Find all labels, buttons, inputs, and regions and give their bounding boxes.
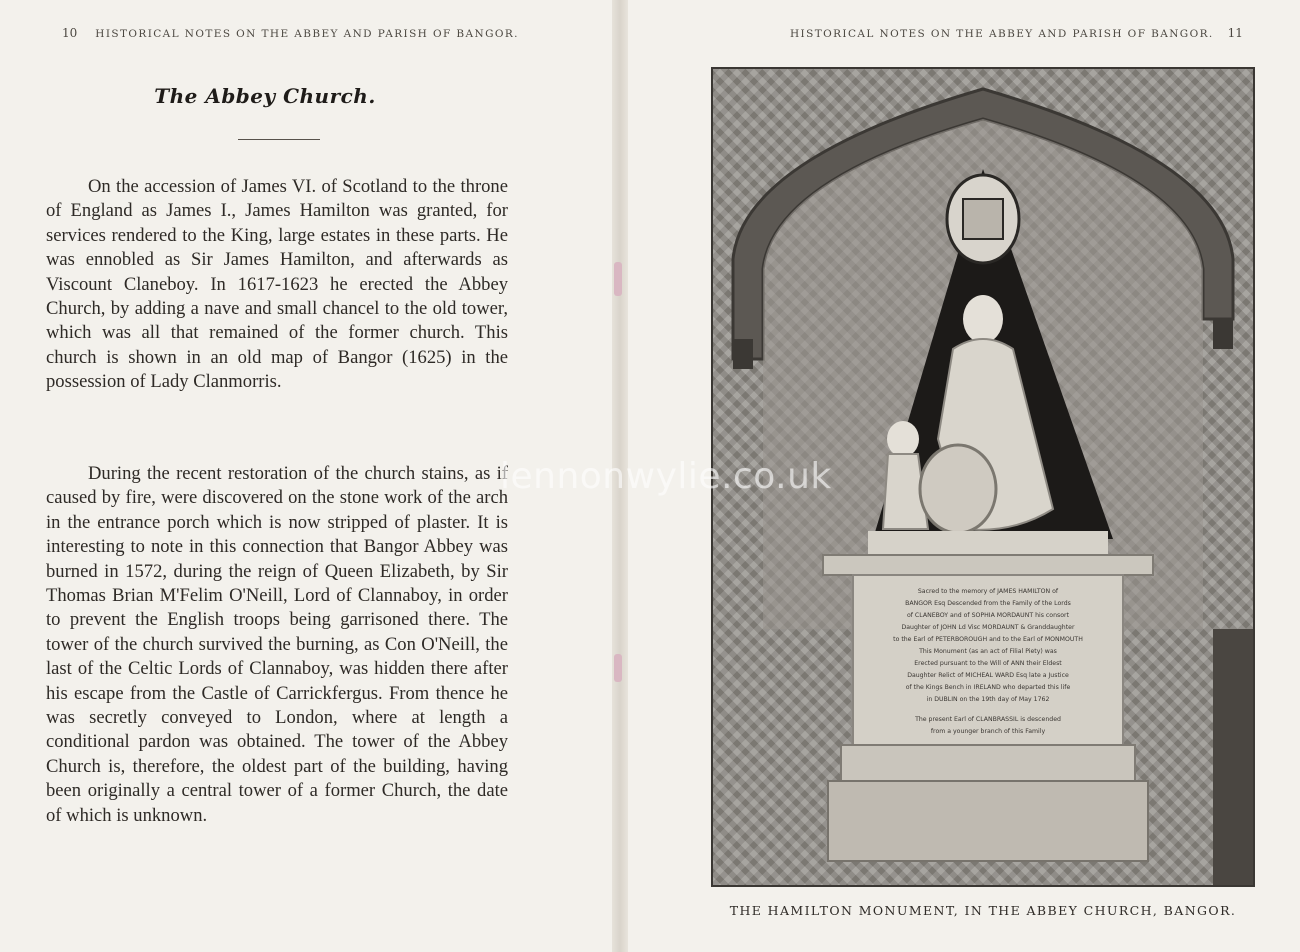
inscription-line: from a younger branch of this Family <box>930 728 1046 735</box>
left-running-head <box>62 26 519 40</box>
inscription-line: This Monument (as an act of Filial Piety) was <box>919 648 1057 655</box>
arch-stop-right <box>1213 319 1233 349</box>
paragraph-1-text: On the accession of James VI. of Scotland to the throne of England as James I., James Hamilton was granted, for services rendered to the King, large estates in these parts. He was ennobled as Sir James Hamilton, and afterwards as Viscount Claneboy. In 1617-1623 he erected the Abbey Church, by adding a nave and small chancel to the old tower, which was all that remained of the former church. This church is shown in an old map of Bangor (1625) in the possession of Lady Clanmorris. <box>46 176 508 393</box>
heraldic-shield <box>963 199 1003 239</box>
plinth-base <box>828 781 1148 861</box>
inscription-line: to the Earl of PETERBOROUGH and to the Earl of MONMOUTH <box>893 636 1083 643</box>
inscription-line: in DUBLIN on the 19th day of May 1762 <box>926 696 1050 703</box>
inscription-line: Daughter Relict of MICHEAL WARD Esq late a Justice <box>907 672 1069 679</box>
gutter-stain <box>614 262 622 296</box>
arch-stop-left <box>733 339 753 369</box>
right-page-number: 11 <box>1227 26 1243 40</box>
chapter-title: The Abbey Church. <box>154 84 376 108</box>
wooden-panelling <box>1213 629 1253 885</box>
inscription-line: BANGOR Esq Descended from the Family of the Lords <box>905 600 1071 607</box>
gutter-stain <box>614 654 622 682</box>
figure-head <box>963 295 1003 343</box>
paragraph-2 <box>46 462 508 828</box>
plinth-top <box>841 745 1135 781</box>
statue-base <box>868 531 1108 555</box>
inscription-line: of the Kings Bench in IRELAND who departed this life <box>905 684 1071 691</box>
cornice <box>823 555 1153 575</box>
child-head <box>887 421 919 457</box>
inscription-line: of CLANEBOY and of SOPHIA MORDAUNT his consort <box>907 612 1069 619</box>
inscription-line: Sacred to the memory of JAMES HAMILTON of <box>917 588 1059 595</box>
paragraph-1 <box>46 175 508 395</box>
inscription-line: The present Earl of CLANBRASSIL is descended <box>915 716 1061 723</box>
inscription-line: Daughter of JOHN Ld Visc MORDAUNT & Granddaughter <box>901 624 1075 631</box>
left-running-head-text: HISTORICAL NOTES ON THE ABBEY AND PARISH OF BANGOR. <box>95 28 519 40</box>
left-page-number: 10 <box>62 26 78 40</box>
paragraph-2-text: During the recent restoration of the church stains, as if caused by fire, were discovered on the stone work of the arch in the entrance porch which is now stripped of plaster. It is interesting to note in this connection that Bangor Abbey was burned in 1572, during the reign of Queen Elizabeth, by Sir Thomas Brian M'Felim O'Neill, Lord of Clannaboy, in order to prevent the English troops being garrisoned there. The tower of the church survived the burning, as Con O'Neill, the last of the Celtic Lords of Clannaboy, was hidden there after his escape from the Castle of Carrickfergus. From thence he was secretly conveyed to London, where at length a conditional pardon was obtained. The tower of the Abbey Church is, therefore, the oldest part of the building, having been originally a central tower of a former Church, the date of which is unknown. <box>46 463 508 826</box>
plate-caption: THE HAMILTON MONUMENT, IN THE ABBEY CHURCH, BANGOR. <box>729 903 1237 918</box>
inscription-line: Erected pursuant to the Will of ANN their Eldest <box>914 660 1062 667</box>
title-divider <box>238 139 320 140</box>
portrait-medallion <box>920 445 996 533</box>
right-running-head <box>790 26 1243 40</box>
watermark: lennonwylie.co.uk <box>500 456 832 497</box>
right-running-head-text: HISTORICAL NOTES ON THE ABBEY AND PARISH OF BANGOR. <box>790 28 1214 40</box>
